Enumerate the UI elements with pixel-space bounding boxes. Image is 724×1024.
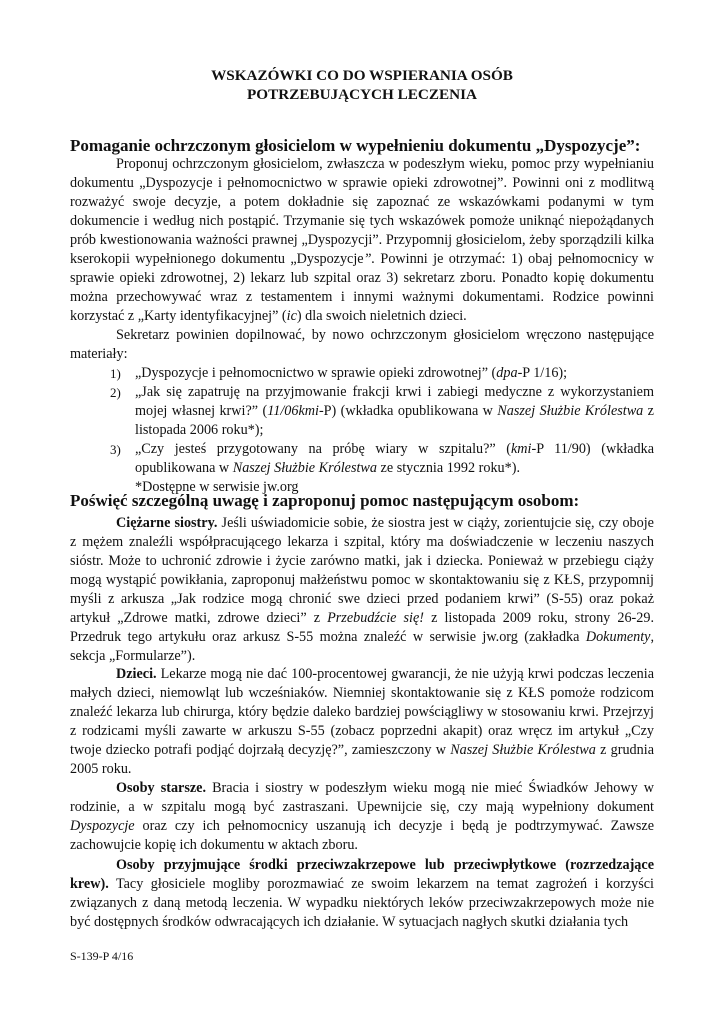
paragraph-elderly: Osoby starsze. Bracia i siostry w podeszłym wieku mogą nie mieć Świadków Jehowy w rodzinie, a w szpitalu mogą być zastraszani. Upewnijcie się, czy mają wypełniony dokument Dyspozycje oraz czy ich pełnomocnicy uszanują ich decyzje i będą je podtrzymywać. Zawsze zachowujcie kopię ich dokumentu w aktach zboru. — [70, 780, 654, 853]
document-title — [0, 66, 724, 104]
paragraph-anticoagulants: Osoby przyjmujące środki przeciwzakrzepowe lub przeciwpłytkowe (rozrzedzające krew). Tacy głosiciele mogliby porozmawiać ze swoim lekarzem na temat zagrożeń i korzyści związanych z daną metodą leczenia. W wypadku niektórych leków przeciwzakrzepowych może nie być dostępnych środków odwracających ich działanie. W sytuacjach nagłych skutki działania tych — [70, 857, 654, 930]
list-number: 3) — [110, 442, 121, 457]
list-number: 2) — [110, 385, 121, 400]
paragraph-dyspozycje-help: Proponuj ochrzczonym głosicielom, zwłaszcza w podeszłym wieku, pomoc przy wypełnianiu dokumentu „Dyspozycje i pełnomocnictwo w sprawie opieki zdrowotnej”. Powinni oni z modlitwą rozważyć swoje decyzje, a potem dokładnie się zapoznać ze wskazówkami podanymi w tym dokumencie i według nich postąpić. Trzymanie się tych wskazówek pomoże uniknąć niepożądanych prób kwestionowania ważności prawnej „Dyspozycji”. Przypomnij głosicielom, żeby sporządzili kilka kserokopii wypełnionego dokumentu „Dyspozycje”. Powinni je otrzymać: 1) obaj pełnomocnicy w sprawie opieki zdrowotnej, 2) lekarz lub szpital oraz 3) sekretarz zboru. Ponadto kopię dokumentu można przechowywać wraz z testamentem i innymi ważnymi dokumentami. Rodzice powinni korzystać z „Karty identyfikacyjnej” (ic) dla swoich nieletnich dzieci. — [70, 156, 654, 324]
form-code-footer: S-139-P 4/16 — [70, 949, 134, 963]
title-line-2: POTRZEBUJĄCYCH LECZENIA — [247, 86, 477, 103]
materials-list — [70, 364, 654, 497]
section-heading-dyspozycje: Pomaganie ochrzczonym głosicielom w wypełnieniu dokumentu „Dyspozycje”: — [70, 136, 641, 155]
label-elderly: Osoby starsze. — [116, 780, 207, 796]
list-item: 2) „Jak się zapatruję na przyjmowanie frakcji krwi i zabiegi medyczne z wykorzystaniem mojej własnej krwi?” (11/06kmi-P) (wkładka opublikowana w Naszej Służbie Królestwa z listopada 2006 roku*); — [110, 384, 654, 438]
section-heading-special-attention: Poświęć szczególną uwagę i zaproponuj pomoc następującym osobom: — [70, 491, 580, 510]
title-line-1: WSKAZÓWKI CO DO WSPIERANIA OSÓB — [211, 67, 513, 84]
list-number: 1) — [110, 366, 121, 381]
label-children: Dzieci. — [116, 666, 157, 682]
label-anticoagulants: Osoby przyjmujące środki przeciwzakrzepowe lub przeciwpłytkowe (rozrzedzające krew). — [70, 857, 654, 892]
paragraph-secretary: Sekretarz powinien dopilnować, by nowo ochrzczonym głosicielom wręczono następujące materiały: — [70, 327, 654, 362]
label-pregnant: Ciężarne siostry. — [116, 515, 218, 531]
paragraph-children: Dzieci. Lekarze mogą nie dać 100-procentowej gwarancji, że nie użyją krwi podczas leczenia małych dzieci, niemowląt lub wcześniaków. Niemniej skontaktowanie się z KŁS pomoże rodzicom znaleźć lekarza lub chirurga, który będzie daleko bardziej powściągliwy w stosowaniu krwi. Przejrzyj z rodzicami myśli zawarte w arkuszu S-55 (zobacz poprzedni akapit) oraz wręcz im artykuł „Czy twoje dziecko potrafi podjąć dojrzałą decyzję?”, zamieszczony w Naszej Służbie Królestwa z grudnia 2005 roku. — [70, 666, 654, 777]
list-item: 3) „Czy jesteś przygotowany na próbę wiary w szpitalu?” (kmi-P 11/90) (wkładka opublikowana w Naszej Służbie Królestwa ze stycznia 1992 roku*). *Dostępne w serwisie jw.org — [110, 441, 655, 495]
availability-note: *Dostępne w serwisie jw.org — [135, 479, 299, 495]
paragraph-pregnant-sisters: Ciężarne siostry. Jeśli uświadomicie sobie, że siostra jest w ciąży, zorientujcie się, czy oboje z mężem znaleźli współpracującego lekarza i szpital, który ma doświadczenie w leczeniu naszych sióstr. Może to uchronić zdrowie i życie zarówno matki, jak i dziecka. Ponieważ w przebiegu ciąży mogą wystąpić powikłania, zaproponuj małżeństwu pomoc w skontaktowaniu się z KŁS, przypomnij myśli z arkusza „Jak rodzice mogą chronić swe dzieci przed podaniem krwi” (S-55) oraz pokaż artykuł „Zdrowe matki, zdrowe dzieci” z Przebudźcie się! z listopada 2009 roku, strony 26-29. Przedruk tego artykułu oraz arkusz S-55 można znaleźć w serwisie jw.org (zakładka Dokumenty, sekcja „Formularze”). — [70, 515, 654, 664]
list-item: 1) „Dyspozycje i pełnomocnictwo w sprawie opieki zdrowotnej” (dpa-P 1/16); — [110, 365, 568, 381]
